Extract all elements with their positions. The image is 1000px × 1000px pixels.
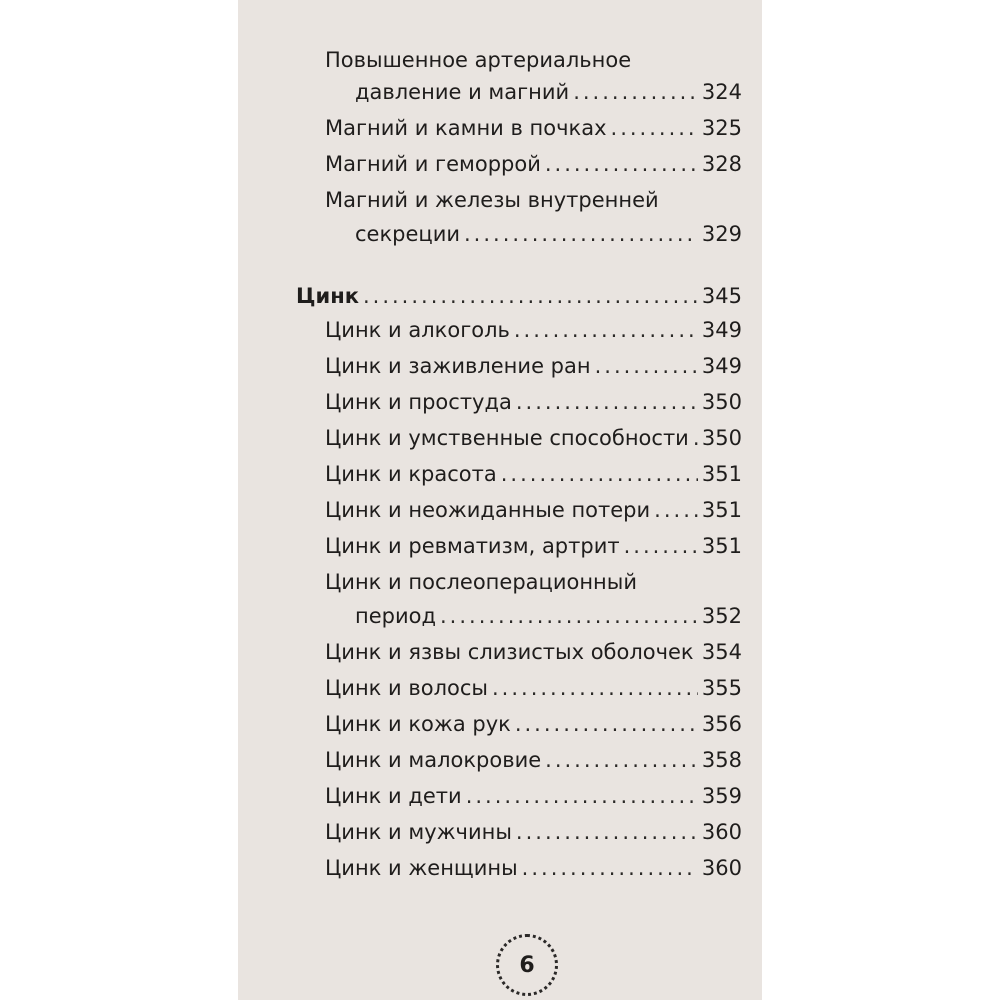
dot-leader (545, 746, 698, 774)
toc-entry-title: Цинк и неожиданные потери (325, 498, 651, 522)
toc-entry-page: 345 (701, 284, 742, 308)
toc-entry-page: 359 (701, 784, 742, 808)
toc-entry-line (325, 710, 742, 738)
dot-leader (624, 532, 698, 560)
toc-entry-page: 358 (701, 748, 742, 772)
dot-leader (501, 460, 698, 488)
toc-entry-title: Магний и камни в почках (325, 116, 607, 140)
dot-leader (654, 496, 698, 524)
toc-entry-title: секреции (355, 222, 460, 246)
toc-entry-page: 360 (701, 856, 742, 880)
toc-entry-title: Цинк и мужчины (325, 820, 512, 844)
toc-entry-page: 349 (701, 318, 742, 342)
toc-entry-page: 350 (701, 426, 742, 450)
toc-entry-title: Цинк и малокровие (325, 748, 542, 772)
toc-entry-title: Цинк (296, 284, 359, 308)
dot-leader (515, 710, 698, 738)
dot-leader (522, 854, 698, 882)
toc-entry-title: Цинк и дети (325, 784, 462, 808)
toc-entry-page: 351 (701, 498, 742, 522)
toc-entry-line (355, 220, 742, 248)
toc-entry-title: давление и магний (355, 80, 570, 104)
toc-entry-line (325, 186, 742, 214)
toc-entry-line (325, 674, 742, 702)
toc-entry-title: Цинк и женщины (325, 856, 518, 880)
toc-entry-title: Цинк и волосы (325, 676, 488, 700)
toc-entry-page: 329 (701, 222, 742, 246)
toc-entry-line (325, 496, 742, 524)
toc-entry-title: период (355, 604, 436, 628)
toc-entry-line (325, 352, 742, 380)
toc-entry-title: Цинк и кожа рук (325, 712, 511, 736)
book-page (238, 0, 762, 1000)
dot-leader (516, 818, 698, 846)
toc-entry-title: Цинк и красота (325, 462, 497, 486)
toc-entry-line (325, 388, 742, 416)
toc-entry-page: 351 (701, 534, 742, 558)
toc-entry-line (355, 602, 742, 630)
toc-entry-line (325, 316, 742, 344)
toc-entry-line (325, 818, 742, 846)
toc-entry-line (325, 424, 742, 452)
toc-entry-line (325, 746, 742, 774)
dot-leader (464, 220, 698, 248)
toc-entry-page: 324 (701, 80, 742, 104)
toc-entry-title: Цинк и послеоперационный (325, 570, 638, 594)
toc-entry-page: 351 (701, 462, 742, 486)
toc-entry-page: 349 (701, 354, 742, 378)
dot-leader (573, 78, 698, 106)
dot-leader (693, 424, 698, 452)
toc-entry-title: Магний и железы внутренней (325, 188, 659, 212)
toc-entry-line (325, 638, 742, 666)
toc-entry-line (325, 532, 742, 560)
toc-entry-page: 356 (701, 712, 742, 736)
toc-entry-page: 325 (701, 116, 742, 140)
dot-leader (514, 316, 698, 344)
toc-entry-page: 350 (701, 390, 742, 414)
toc-entry-page: 328 (701, 152, 742, 176)
toc-entry-title: Цинк и умственные способности (325, 426, 689, 450)
toc-entry-line (325, 46, 742, 74)
toc-entry-line (355, 78, 742, 106)
toc-entry-title: Цинк и алкоголь (325, 318, 510, 342)
toc-entry-line (325, 854, 742, 882)
dot-leader (545, 150, 698, 178)
toc-entry-page: 360 (701, 820, 742, 844)
toc-entry-title: Цинк и ревматизм, артрит (325, 534, 620, 558)
dot-leader (611, 114, 698, 142)
table-of-contents (238, 0, 762, 1000)
toc-entry-title: Цинк и язвы слизистых оболочек (325, 640, 694, 664)
toc-entry-line (325, 150, 742, 178)
toc-entry-title: Магний и геморрой (325, 152, 541, 176)
dot-leader (595, 352, 698, 380)
page-number: 6 (496, 934, 558, 996)
toc-entry-title: Цинк и простуда (325, 390, 512, 414)
toc-entry-page: 354 (701, 640, 742, 664)
toc-entry-page: 352 (701, 604, 742, 628)
toc-entry-page: 355 (701, 676, 742, 700)
dot-leader (440, 602, 698, 630)
dot-leader (492, 674, 698, 702)
toc-entry-line (325, 568, 742, 596)
dot-leader (516, 388, 698, 416)
dot-leader (466, 782, 698, 810)
toc-entry-line (296, 282, 742, 310)
dot-leader (363, 282, 698, 310)
toc-entry-line (325, 114, 742, 142)
toc-entry-line (325, 782, 742, 810)
toc-entry-title: Повышенное артериальное (325, 48, 632, 72)
toc-entry-line (325, 460, 742, 488)
toc-entry-title: Цинк и заживление ран (325, 354, 591, 378)
